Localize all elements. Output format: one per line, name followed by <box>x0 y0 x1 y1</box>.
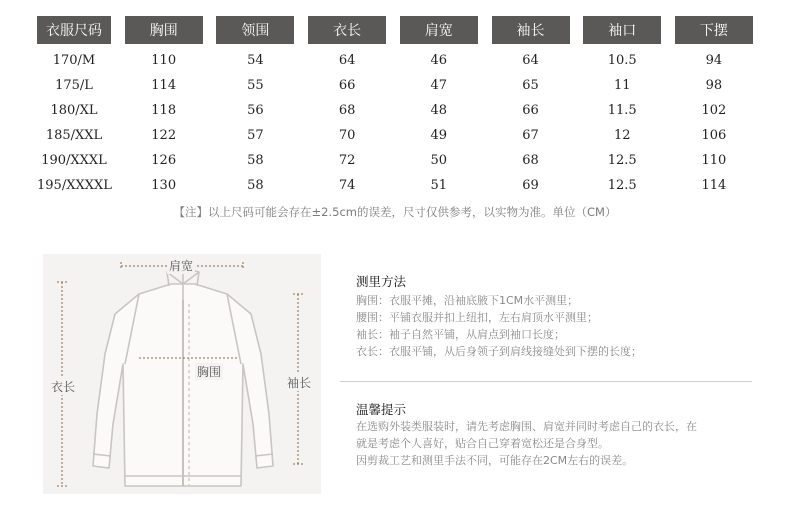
table-cell: 126 <box>151 153 177 168</box>
table-cell: 58 <box>247 178 264 193</box>
table-cell: 12 <box>613 128 631 143</box>
table-cell: 66 <box>338 78 356 93</box>
jacket-illustration <box>43 254 321 494</box>
table-cell: 64 <box>338 53 356 68</box>
table-cell: 70 <box>338 128 356 143</box>
table-row <box>37 98 753 123</box>
table-cell: 170/M <box>52 53 96 68</box>
table-row <box>37 73 753 98</box>
table-cell: 130 <box>151 178 177 193</box>
header-length: 衣长 <box>308 16 386 44</box>
table-cell: 48 <box>430 103 448 118</box>
header-chest: 胸围 <box>125 16 203 44</box>
table-cell: 55 <box>247 78 264 93</box>
shoulder-width-label: 肩宽 <box>169 259 194 273</box>
method-list <box>356 292 642 360</box>
chest-label: 胸围 <box>197 365 222 379</box>
table-row <box>37 148 753 173</box>
table-cell: 66 <box>522 103 539 118</box>
table-cell: 51 <box>430 178 448 193</box>
table-cell: 94 <box>705 53 723 68</box>
jacket-diagram <box>43 254 321 494</box>
table-cell: 65 <box>522 78 539 93</box>
table-cell: 67 <box>522 128 539 143</box>
tips-line: 因剪裁工艺和测里手法不同，可能存在2CM左右的误差。 <box>356 454 634 467</box>
table-cell: 98 <box>705 78 723 93</box>
table-cell: 47 <box>430 78 448 93</box>
table-cell: 49 <box>430 128 448 143</box>
table-cell: 68 <box>338 103 356 118</box>
table-row <box>37 123 753 148</box>
header-sleeve: 袖长 <box>492 16 570 44</box>
table-cell: 175/L <box>55 78 93 93</box>
header-shoulder: 肩宽 <box>400 16 478 44</box>
section-divider <box>340 381 752 382</box>
table-cell: 68 <box>522 153 539 168</box>
table-cell: 114 <box>701 178 727 193</box>
table-cell: 11.5 <box>607 103 637 118</box>
table-cell: 190/XXXL <box>41 153 107 168</box>
table-cell: 102 <box>701 103 727 118</box>
table-cell: 118 <box>151 103 177 118</box>
sleeve-length-label: 袖长 <box>287 376 312 390</box>
table-cell: 50 <box>430 153 448 168</box>
table-cell: 122 <box>151 128 177 143</box>
table-cell: 12.5 <box>607 153 637 168</box>
table-cell: 110 <box>151 53 177 68</box>
table-cell: 72 <box>338 153 356 168</box>
table-cell: 195/XXXXL <box>37 178 112 193</box>
table-cell: 110 <box>701 153 727 168</box>
size-table <box>37 16 753 198</box>
table-cell: 46 <box>430 53 448 68</box>
header-size: 衣服尺码 <box>37 16 111 44</box>
method-item-sleeve: 袖长：袖子自然平铺，从肩点到袖口长度； <box>356 328 565 341</box>
table-cell: 106 <box>701 128 727 143</box>
tips-title: 温馨提示 <box>356 402 407 417</box>
header-cuff: 袖口 <box>583 16 661 44</box>
table-cell: 74 <box>338 178 356 193</box>
length-label: 衣长 <box>51 380 76 394</box>
header-hem: 下摆 <box>675 16 753 44</box>
table-cell: 185/XXL <box>45 128 103 143</box>
table-row <box>37 48 753 73</box>
tips-text <box>356 418 736 469</box>
tips-line: 在选购外装类服装时，请先考虑胸围、肩宽并同时考虑自己的衣长，在 <box>356 420 697 433</box>
table-cell: 69 <box>522 178 539 193</box>
table-cell: 54 <box>247 53 264 68</box>
header-collar: 领围 <box>216 16 294 44</box>
table-cell: 180/XL <box>50 103 98 118</box>
table-cell: 12.5 <box>607 178 637 193</box>
method-item-chest: 胸围：衣服平摊，沿袖底腋下1CM水平测里； <box>356 294 579 307</box>
table-cell: 64 <box>522 53 539 68</box>
tips-line: 就是考虑个人喜好，贴合自己穿着宽松还是合身型。 <box>356 437 609 450</box>
table-cell: 10.5 <box>607 53 637 68</box>
table-cell: 57 <box>247 128 264 143</box>
table-row <box>37 173 753 198</box>
table-cell: 58 <box>247 153 264 168</box>
method-title: 测里方法 <box>356 274 407 289</box>
table-cell: 11 <box>613 78 631 93</box>
table-cell: 56 <box>247 103 264 118</box>
table-cell: 114 <box>151 78 177 93</box>
method-item-length: 衣长：衣服平铺，从后身领子到肩线接缝处到下摆的长度； <box>356 345 642 358</box>
size-table-header <box>37 16 753 44</box>
size-note: 【注】以上尺码可能会存在±2.5cm的误差，尺寸仅供参考，以实物为准。单位（CM） <box>173 205 617 219</box>
method-item-waist: 腰围：平铺衣服并扣上纽扣，左右肩顶水平测里； <box>356 311 598 324</box>
